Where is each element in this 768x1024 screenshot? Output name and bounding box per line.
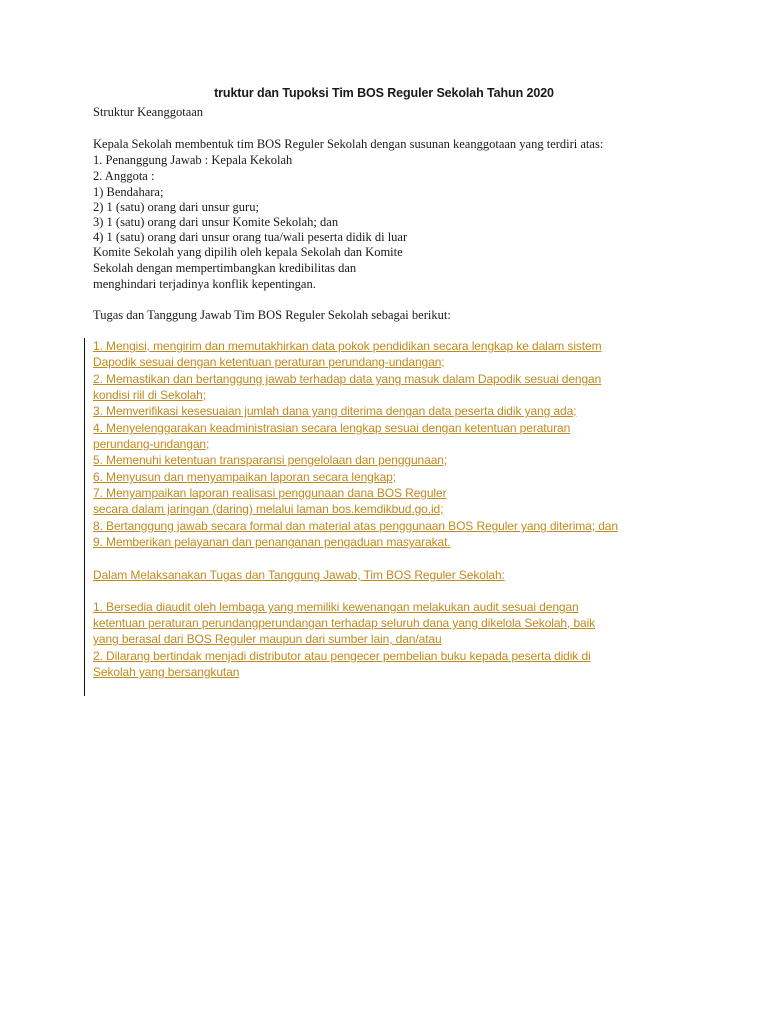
member-line-3: 1) Bendahara; — [93, 185, 164, 199]
tugas-line: kondisi riil di Sekolah; — [93, 388, 206, 402]
struktur-heading: Struktur Keanggotaan — [93, 105, 204, 119]
tugas-line: 7. Menyampaikan laporan realisasi penggunaan dana BOS Reguler — [93, 486, 447, 500]
tugas-line: 6. Menyusun dan menyampaikan laporan secara lengkap; — [93, 470, 396, 484]
tugas-line: 9. Memberikan pelayanan dan penanganan pengaduan masyarakat. — [93, 535, 451, 549]
member-line-4: 2) 1 (satu) orang dari unsur guru; — [93, 200, 259, 214]
dalam-line: yang berasal dari BOS Reguler maupun dari sumber lain, dan/atau — [93, 632, 442, 646]
tugas-line: 1. Mengisi, mengirim dan memutakhirkan data pokok pendidikan secara lengkap ke dalam sistem — [93, 339, 602, 353]
tugas-heading: Tugas dan Tanggung Jawab Tim BOS Reguler Sekolah sebagai berikut: — [93, 308, 451, 322]
dalam-line: ketentuan peraturan perundangperundangan terhadap seluruh dana yang dikelola Sekolah, baik — [93, 616, 596, 630]
member-line-8: Sekolah dengan mempertimbangkan kredibilitas dan — [93, 261, 357, 275]
tugas-line: Dapodik sesuai dengan ketentuan peraturan perundang-undangan; — [93, 355, 445, 369]
tugas-line: 5. Memenuhi ketentuan transparansi pengelolaan dan penggunaan; — [93, 453, 448, 467]
tugas-line: 3. Memverifikasi kesesuaian jumlah dana yang diterima dengan data peserta didik yang ada; — [93, 404, 577, 418]
dalam-line: 1. Bersedia diaudit oleh lembaga yang memiliki kewenangan melakukan audit sesuai dengan — [93, 600, 579, 614]
member-line-2: 2. Anggota : — [93, 169, 155, 183]
tugas-line: 4. Menyelenggarakan keadministrasian secara lengkap sesuai dengan ketentuan peraturan — [93, 421, 571, 435]
change-bar — [84, 338, 85, 696]
dalam-heading: Dalam Melaksanakan Tugas dan Tanggung Jawab, Tim BOS Reguler Sekolah: — [93, 568, 505, 582]
member-line-7: Komite Sekolah yang dipilih oleh kepala Sekolah dan Komite — [93, 245, 403, 259]
tugas-line: secara dalam jaringan (daring) melalui laman bos.kemdikbud.go.id; — [93, 502, 444, 516]
tugas-line: 2. Memastikan dan bertanggung jawab terhadap data yang masuk dalam Dapodik sesuai dengan — [93, 372, 602, 386]
dalam-line: 2. Dilarang bertindak menjadi distributor atau pengecer pembelian buku kepada peserta didik di — [93, 649, 591, 663]
dalam-line: Sekolah yang bersangkutan — [93, 665, 240, 679]
intro-paragraph: Kepala Sekolah membentuk tim BOS Reguler Sekolah dengan susunan keanggotaan yang terdiri atas: — [93, 137, 604, 151]
document-title: truktur dan Tupoksi Tim BOS Reguler Sekolah Tahun 2020 — [214, 86, 554, 100]
member-line-9: menghindari terjadinya konflik kepentingan. — [93, 277, 316, 291]
tugas-line: 8. Bertanggung jawab secara formal dan material atas penggunaan BOS Reguler yang diterima; dan — [93, 519, 618, 533]
member-line-6: 4) 1 (satu) orang dari unsur orang tua/wali peserta didik di luar — [93, 230, 408, 244]
member-line-5: 3) 1 (satu) orang dari unsur Komite Sekolah; dan — [93, 215, 339, 229]
tugas-line: perundang-undangan; — [93, 437, 210, 451]
member-line-1: 1. Penanggung Jawab : Kepala Kekolah — [93, 153, 293, 167]
